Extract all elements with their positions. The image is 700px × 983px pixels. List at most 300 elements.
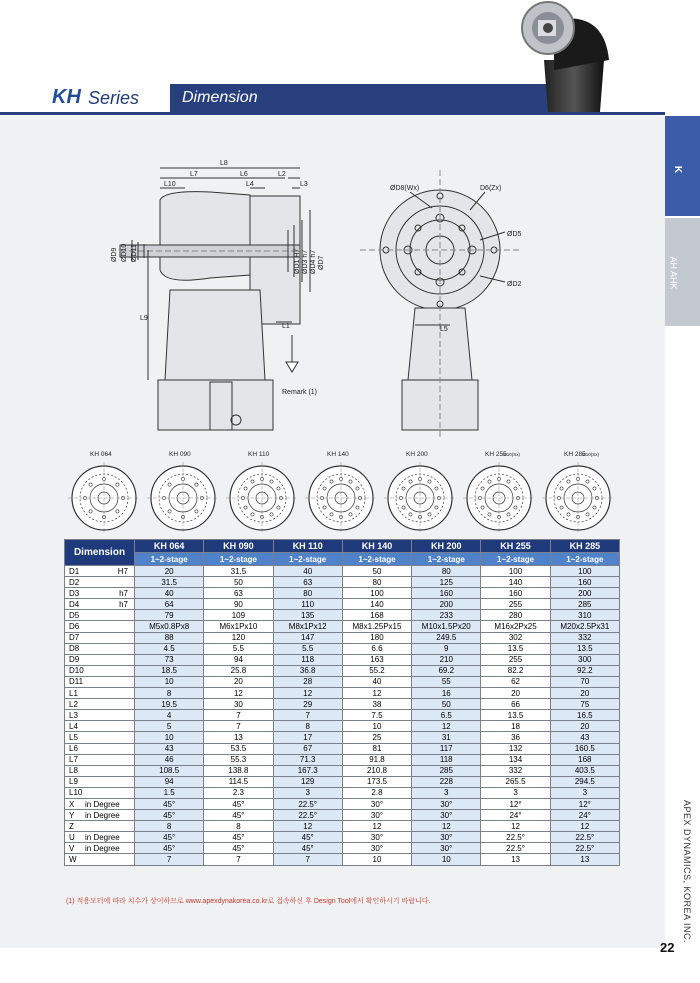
table-cell: 24°: [481, 810, 550, 821]
row-label: [65, 577, 135, 588]
flange-view-label: KH 110: [248, 451, 270, 458]
label-d8: ØD8(Wx): [390, 185, 420, 192]
label-l10: L10: [164, 181, 176, 188]
model-header: KH 285: [550, 540, 619, 553]
model-header: KH 200: [412, 540, 481, 553]
row-name: D10: [69, 666, 84, 676]
model-header: KH 255: [481, 540, 550, 553]
table-cell: 100: [550, 566, 619, 577]
row-label: [65, 843, 135, 854]
table-cell: 200: [550, 588, 619, 599]
table-row: [65, 699, 620, 710]
row-tolerance: h7: [119, 588, 128, 598]
table-row: [65, 787, 620, 798]
label-l6: L6: [240, 171, 248, 178]
label-d5: ØD5: [507, 231, 522, 238]
table-cell: 45°: [135, 832, 204, 843]
row-label: [65, 743, 135, 754]
row-name: Z: [69, 821, 74, 831]
row-name: L7: [69, 755, 78, 765]
row-unit: in Degree: [85, 832, 120, 842]
table-row: [65, 721, 620, 732]
label-l7: L7: [190, 171, 198, 178]
table-cell: 55.3: [204, 754, 273, 765]
table-cell: 45°: [204, 798, 273, 809]
table-cell: 31.5: [204, 566, 273, 577]
row-label: [65, 676, 135, 687]
flange-view-label: KH 090: [169, 451, 191, 458]
label-d9: ØD9: [111, 247, 118, 262]
table-cell: 30°: [412, 843, 481, 854]
table-cell: 160.5: [550, 743, 619, 754]
page-number: 22: [660, 940, 675, 955]
table-row: [65, 776, 620, 787]
label-l5: L5: [440, 326, 448, 333]
stage-header: 1~2-stage: [342, 553, 411, 566]
row-name: L1: [69, 688, 78, 698]
row-label: [65, 654, 135, 665]
table-row: [65, 610, 620, 621]
row-label: [65, 798, 135, 809]
label-l8: L8: [220, 160, 228, 167]
row-name: L4: [69, 721, 78, 731]
row-label: [65, 599, 135, 610]
table-cell: 108.5: [135, 765, 204, 776]
flange-view-label: KH 285: [564, 451, 586, 458]
table-cell: 30°: [342, 810, 411, 821]
table-cell: 40: [135, 588, 204, 599]
table-row: [65, 688, 620, 699]
stage-header: 1~2-stage: [273, 553, 342, 566]
table-cell: 332: [550, 632, 619, 643]
table-cell: 118: [412, 754, 481, 765]
table-cell: 4: [135, 710, 204, 721]
table-cell: 91.8: [342, 754, 411, 765]
table-cell: 24°: [550, 810, 619, 821]
table-cell: 12: [342, 688, 411, 699]
table-cell: 302: [481, 632, 550, 643]
dimension-drawing: [60, 150, 620, 450]
table-cell: 94: [204, 654, 273, 665]
table-cell: 265.5: [481, 776, 550, 787]
table-cell: 3: [273, 787, 342, 798]
model-header: KH 110: [273, 540, 342, 553]
table-cell: 167.3: [273, 765, 342, 776]
table-cell: 8: [273, 721, 342, 732]
table-cell: 8: [135, 821, 204, 832]
product-image: [514, 0, 634, 116]
table-row: [65, 566, 620, 577]
row-name: D9: [69, 655, 80, 665]
table-cell: 18: [481, 721, 550, 732]
table-cell: 173.5: [342, 776, 411, 787]
table-cell: 332: [481, 765, 550, 776]
table-cell: 62: [481, 676, 550, 687]
table-cell: 255: [481, 599, 550, 610]
table-cell: 110: [273, 599, 342, 610]
row-label: [65, 776, 135, 787]
table-cell: 67: [273, 743, 342, 754]
table-row: [65, 599, 620, 610]
tab-k[interactable]: [665, 116, 700, 216]
row-label: [65, 610, 135, 621]
table-cell: M5x0.8Px8: [135, 621, 204, 632]
row-label: [65, 854, 135, 865]
stage-header: 1~2-stage: [550, 553, 619, 566]
table-cell: 66: [481, 699, 550, 710]
table-cell: 70: [550, 676, 619, 687]
table-cell: 5: [135, 721, 204, 732]
table-cell: 45°: [135, 843, 204, 854]
row-label: [65, 832, 135, 843]
table-row: [65, 643, 620, 654]
table-cell: 30: [204, 699, 273, 710]
table-cell: 168: [550, 754, 619, 765]
table-cell: 40: [342, 676, 411, 687]
table-cell: 30°: [412, 798, 481, 809]
table-cell: 294.5: [550, 776, 619, 787]
table-cell: 92.2: [550, 665, 619, 676]
flange-views: [64, 448, 620, 538]
table-cell: 10: [135, 732, 204, 743]
table-cell: 22.5°: [550, 843, 619, 854]
table-cell: 140: [342, 599, 411, 610]
table-cell: 100: [342, 588, 411, 599]
table-cell: 80: [273, 588, 342, 599]
table-cell: 50: [342, 566, 411, 577]
table-cell: 22.5°: [481, 843, 550, 854]
table-cell: 210.8: [342, 765, 411, 776]
table-row: [65, 632, 620, 643]
table-cell: 1.5: [135, 787, 204, 798]
table-cell: 69.2: [412, 665, 481, 676]
table-cell: 12: [342, 821, 411, 832]
footnote: (1) 적용모터에 따라 치수가 상이하므로 www.apexdynakorea.co.kr로 접속하신 후 Design Tool에서 확인하시기 바랍니다.: [66, 898, 431, 905]
table-cell: 7: [204, 854, 273, 865]
table-cell: 29: [273, 699, 342, 710]
row-name: L10: [69, 788, 83, 798]
table-cell: 64: [135, 599, 204, 610]
table-cell: 160: [481, 588, 550, 599]
row-label: [65, 643, 135, 654]
table-cell: 19.5: [135, 699, 204, 710]
row-label: [65, 787, 135, 798]
table-cell: 9: [412, 643, 481, 654]
table-cell: 125: [412, 577, 481, 588]
label-d7: ØD7: [318, 255, 325, 270]
table-cell: 12°: [550, 798, 619, 809]
table-cell: 12: [412, 821, 481, 832]
page-footer: [0, 948, 665, 983]
table-cell: 36.8: [273, 665, 342, 676]
stage-header: 1~2-stage: [412, 553, 481, 566]
table-cell: 5.5: [204, 643, 273, 654]
row-name: D7: [69, 633, 80, 643]
row-name: D3: [69, 588, 80, 598]
table-cell: 13.5: [481, 643, 550, 654]
table-cell: 31.5: [135, 577, 204, 588]
table-cell: 8: [204, 821, 273, 832]
table-cell: 22.5°: [273, 798, 342, 809]
table-cell: 134: [481, 754, 550, 765]
table-cell: 88: [135, 632, 204, 643]
table-cell: 80: [412, 566, 481, 577]
flange-view-label: KH 255: [485, 451, 507, 458]
table-cell: 13.5: [550, 643, 619, 654]
table-cell: 233: [412, 610, 481, 621]
table-cell: 30°: [342, 843, 411, 854]
table-row: [65, 676, 620, 687]
table-cell: 8: [135, 688, 204, 699]
table-cell: 80: [342, 577, 411, 588]
table-cell: 3: [481, 787, 550, 798]
flange-view-label: KH 200: [406, 451, 428, 458]
table-cell: 13: [204, 732, 273, 743]
table-cell: 17: [273, 732, 342, 743]
table-cell: 12: [273, 688, 342, 699]
table-cell: 135: [273, 610, 342, 621]
table-row: [65, 854, 620, 865]
table-cell: 403.5: [550, 765, 619, 776]
table-cell: 22.5°: [550, 832, 619, 843]
table-cell: 7: [135, 854, 204, 865]
row-label: [65, 699, 135, 710]
flange-view-tag: M10(Sx): [503, 452, 521, 457]
table-cell: 40: [273, 566, 342, 577]
table-cell: 73: [135, 654, 204, 665]
table-row: [65, 798, 620, 809]
dimension-table: [64, 539, 620, 866]
table-cell: 285: [550, 599, 619, 610]
tab-ah-ahk-label: AH AHK: [668, 256, 679, 290]
table-cell: 20: [550, 721, 619, 732]
table-cell: 46: [135, 754, 204, 765]
row-name: X: [69, 799, 75, 809]
table-cell: 30°: [412, 832, 481, 843]
table-cell: 16: [412, 688, 481, 699]
table-cell: 45°: [273, 843, 342, 854]
table-cell: 249.5: [412, 632, 481, 643]
table-cell: 22.5°: [481, 832, 550, 843]
table-cell: 45°: [204, 810, 273, 821]
table-cell: 63: [204, 588, 273, 599]
row-unit: in Degree: [85, 843, 120, 853]
flange-view-label: KH 140: [327, 451, 349, 458]
table-row: [65, 843, 620, 854]
table-cell: 28: [273, 676, 342, 687]
label-l2: L2: [278, 171, 286, 178]
table-cell: 10: [342, 721, 411, 732]
table-cell: 10: [412, 854, 481, 865]
table-cell: 31: [412, 732, 481, 743]
row-label: [65, 721, 135, 732]
row-name: V: [69, 843, 75, 853]
table-cell: 22.5°: [273, 810, 342, 821]
table-cell: 132: [481, 743, 550, 754]
row-label: [65, 588, 135, 599]
table-cell: 55.2: [342, 665, 411, 676]
row-tolerance: h7: [119, 599, 128, 609]
row-label: [65, 688, 135, 699]
table-cell: 138.8: [204, 765, 273, 776]
table-cell: 45°: [204, 843, 273, 854]
table-cell: 109: [204, 610, 273, 621]
row-name: L9: [69, 777, 78, 787]
table-cell: M16x2Px25: [481, 621, 550, 632]
table-cell: 3: [550, 787, 619, 798]
row-name: D6: [69, 622, 80, 632]
row-label: [65, 732, 135, 743]
table-cell: 7: [273, 854, 342, 865]
flange-view-label: KH 064: [90, 451, 112, 458]
table-row: [65, 621, 620, 632]
table-cell: 147: [273, 632, 342, 643]
row-label: [65, 821, 135, 832]
table-cell: M10x1.5Px20: [412, 621, 481, 632]
table-cell: 18.5: [135, 665, 204, 676]
table-cell: 140: [481, 577, 550, 588]
table-row: [65, 665, 620, 676]
table-cell: 10: [135, 676, 204, 687]
row-label: [65, 765, 135, 776]
row-name: W: [69, 854, 77, 864]
row-name: D5: [69, 610, 80, 620]
table-cell: 13: [550, 854, 619, 865]
table-cell: 12: [550, 821, 619, 832]
row-name: D2: [69, 577, 80, 587]
section-title: Dimension: [182, 89, 258, 106]
table-cell: 285: [412, 765, 481, 776]
table-cell: 228: [412, 776, 481, 787]
table-cell: 12°: [481, 798, 550, 809]
table-cell: M20x2.5Px31: [550, 621, 619, 632]
tab-ah-ahk[interactable]: [665, 218, 700, 326]
row-name: L8: [69, 766, 78, 776]
label-d2: ØD2: [507, 281, 522, 288]
label-d10: ØD10: [121, 243, 128, 262]
table-cell: M8x1.25Px15: [342, 621, 411, 632]
table-cell: 43: [135, 743, 204, 754]
row-name: Y: [69, 810, 75, 820]
table-cell: 63: [273, 577, 342, 588]
table-cell: 160: [550, 577, 619, 588]
label-l3: L3: [300, 181, 308, 188]
label-d3: ØD3 h7: [302, 249, 309, 274]
table-cell: 5.5: [273, 643, 342, 654]
table-cell: 3: [412, 787, 481, 798]
row-name: D11: [69, 677, 84, 687]
table-cell: 38: [342, 699, 411, 710]
label-l9: L9: [140, 315, 148, 322]
label-d1: ØD1 H7: [294, 248, 301, 274]
table-cell: 25.8: [204, 665, 273, 676]
row-name: U: [69, 832, 75, 842]
table-cell: 20: [204, 676, 273, 687]
table-cell: 210: [412, 654, 481, 665]
row-name: L6: [69, 744, 78, 754]
table-row: [65, 765, 620, 776]
flange-view-tag: M10(Sx): [582, 452, 600, 457]
table-cell: 13: [481, 854, 550, 865]
table-cell: 45°: [135, 798, 204, 809]
table-cell: 118: [273, 654, 342, 665]
table-cell: 114.5: [204, 776, 273, 787]
table-row: [65, 810, 620, 821]
table-cell: 16.5: [550, 710, 619, 721]
table-cell: 4.5: [135, 643, 204, 654]
table-cell: 50: [412, 699, 481, 710]
table-cell: 45°: [204, 832, 273, 843]
table-cell: 129: [273, 776, 342, 787]
label-l1: L1: [282, 323, 290, 330]
table-cell: 53.5: [204, 743, 273, 754]
row-name: L3: [69, 710, 78, 720]
table-cell: 200: [412, 599, 481, 610]
row-name: D4: [69, 599, 80, 609]
stage-header: 1~2-stage: [204, 553, 273, 566]
table-cell: 12: [412, 721, 481, 732]
model-header: KH 090: [204, 540, 273, 553]
label-d11: ØD11: [131, 244, 138, 262]
row-label: [65, 665, 135, 676]
table-cell: 13.5: [481, 710, 550, 721]
table-cell: 71.3: [273, 754, 342, 765]
table-cell: 20: [550, 688, 619, 699]
label-d4: ØD4 h7: [310, 249, 317, 274]
table-row: [65, 654, 620, 665]
table-cell: 2.3: [204, 787, 273, 798]
row-label: [65, 566, 135, 577]
table-cell: 90: [204, 599, 273, 610]
table-cell: 100: [481, 566, 550, 577]
series-title: [0, 84, 170, 112]
table-row: [65, 832, 620, 843]
table-row: [65, 588, 620, 599]
table-cell: 25: [342, 732, 411, 743]
label-d6: D6(Zx): [480, 185, 502, 192]
table-row: [65, 732, 620, 743]
table-row: [65, 577, 620, 588]
table-cell: 55: [412, 676, 481, 687]
row-unit: in Degree: [85, 799, 120, 809]
row-name: L5: [69, 732, 78, 742]
table-cell: 20: [135, 566, 204, 577]
table-cell: 300: [550, 654, 619, 665]
row-tolerance: H7: [117, 566, 128, 576]
row-label: [65, 632, 135, 643]
table-cell: 6.5: [412, 710, 481, 721]
stage-header: 1~2-stage: [135, 553, 204, 566]
table-cell: 10: [342, 854, 411, 865]
table-cell: 180: [342, 632, 411, 643]
table-cell: 12: [204, 688, 273, 699]
row-label: [65, 710, 135, 721]
table-cell: 43: [550, 732, 619, 743]
table-cell: 45°: [273, 832, 342, 843]
model-header: KH 140: [342, 540, 411, 553]
table-cell: 310: [550, 610, 619, 621]
table-corner: Dimension: [65, 540, 135, 566]
row-name: L2: [69, 699, 78, 709]
table-cell: 163: [342, 654, 411, 665]
table-cell: 160: [412, 588, 481, 599]
row-name: D1: [69, 566, 80, 576]
table-row: [65, 743, 620, 754]
table-cell: 6.6: [342, 643, 411, 654]
brand-logo: KH: [52, 86, 81, 108]
table-row: [65, 754, 620, 765]
table-cell: 120: [204, 632, 273, 643]
